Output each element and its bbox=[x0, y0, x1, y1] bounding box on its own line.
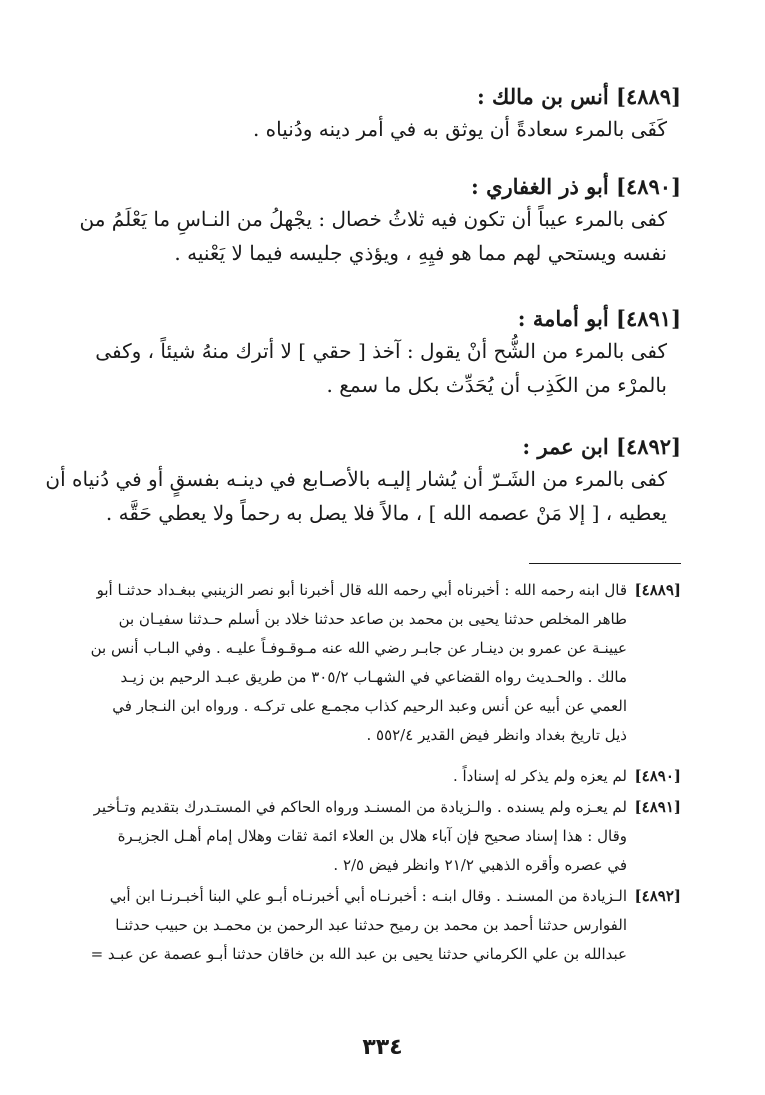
footnote-4892 bbox=[81, 882, 681, 969]
entry-text-line: كفى بالمرء من الشُّح أنْ يقول : آخذ [ حقي ] لا أترك منهُ شيئاً ، وكفى bbox=[95, 339, 667, 363]
page-number: ٣٣٤ bbox=[362, 1035, 403, 1060]
footnote-line: مالك . والحـديث رواه القضاعي في الشهـاب ٣٠٥/٢ من طريق عبـد الرحيم بن زيـد bbox=[120, 668, 627, 686]
entry-heading bbox=[81, 172, 681, 202]
entry-number: [٤٨٩١] bbox=[616, 306, 681, 331]
footnote-line: وقال : هذا إسناد صحيح فإن آباء هلال بن العلاء ائمة ثقات وهلال إمام أهـل الجزيـرة bbox=[117, 827, 627, 845]
entry-number: [٤٨٩٢] bbox=[616, 434, 681, 459]
entry-text-line: كَفَى بالمرء سعادةً أن يوثق به في أمر دينه ودُنياه . bbox=[252, 117, 667, 141]
entry-4892 bbox=[45, 432, 681, 530]
footnote-number: [٤٨٨٩] bbox=[634, 581, 681, 599]
footnote-line: عيينـة عن عمرو بن دينـار عن جابـر رضي الله عنه مـوقـوفـاً عليـه . وفي البـاب أنس بن bbox=[90, 639, 627, 657]
footnote-number: [٤٨٩٢] bbox=[634, 887, 681, 905]
footnote-line: لم يعـزه ولم يسنده . والـزيادة من المسنـد ورواه الحاكم في المستـدرك بتقديم وتـأخير bbox=[93, 798, 627, 816]
entry-heading bbox=[81, 432, 681, 462]
entry-number: [٤٨٩٠] bbox=[616, 174, 681, 199]
entry-4889 bbox=[81, 82, 681, 146]
entry-narrator: أبو ذر الغفاري : bbox=[471, 174, 609, 199]
footnote-line: لم يعزه ولم يذكر له إسناداً . bbox=[452, 767, 627, 785]
entry-heading bbox=[81, 304, 681, 334]
footnote-number: [٤٨٩٠] bbox=[634, 767, 681, 785]
entry-text-line: كفى بالمرء عيباً أن تكون فيه ثلاثُ خصال : يجْهلُ من النـاسِ ما يَعْلَمُ من bbox=[79, 207, 667, 231]
entry-narrator: ابن عمر : bbox=[522, 434, 609, 459]
footnote-line: الـزيادة من المسنـد . وقال ابنـه : أخبرنـاه أبي أخبرنـاه أبـو علي البنا أخبـرنـا ابن أبي bbox=[109, 887, 627, 905]
entry-text-line: بالمرْء من الكَذِب أن يُحَدِّث بكل ما سمع . bbox=[326, 373, 667, 397]
footnote-line: العمي عن أبيه عن أنس وعبد الرحيم كذاب مجمـع على تركـه . ورواه ابن النـجار في bbox=[112, 697, 627, 715]
entry-narrator: أبو أمامة : bbox=[517, 306, 609, 331]
footnote-separator bbox=[529, 563, 681, 564]
footnote-4890 bbox=[81, 762, 681, 791]
footnote-4889 bbox=[81, 576, 681, 750]
footnote-4891 bbox=[81, 793, 681, 880]
entry-narrator: أنس بن مالك : bbox=[476, 84, 609, 109]
entry-text-line: يعطيه ، [ إلا مَنْ عصمه الله ] ، مالاً فلا يصل به رحماً ولا يعطي حَقَّه . bbox=[105, 501, 667, 525]
entry-number: [٤٨٨٩] bbox=[616, 84, 681, 109]
entry-text-line: كفى بالمرء من الشَـرّ أن يُشار إليـه بالأصـابع في دينـه بفسقٍ أو في دُنياه أن bbox=[45, 467, 667, 491]
footnote-line: ذيل تاريخ بغداد وانظر فيض القدير ٥٥٢/٤ . bbox=[366, 726, 627, 744]
footnote-line: في عصره وأقره الذهبي ٢١/٢ وانظر فيض ٢/٥ . bbox=[333, 856, 627, 874]
entry-text-line: نفسه ويستحي لهم مما هو فيِهِ ، ويؤذي جليسه فيما لا يَعْنيه . bbox=[174, 241, 667, 265]
entry-4890 bbox=[81, 172, 681, 270]
footnote-line: قال ابنه رحمه الله : أخبرناه أبي رحمه الله قال أخبرنا أبو نصر الزينبي ببغـداد حدثنـا أبو bbox=[96, 581, 627, 599]
entry-heading bbox=[81, 82, 681, 112]
footnote-line: الفوارس حدثنا أحمد بن محمد بن رميح حدثنا عبد الرحمن بن محمـد بن حبيب حدثنـا bbox=[115, 916, 627, 934]
footnote-line: طاهر المخلص حدثنا يحيى بن محمد بن صاعد حدثنا خلاد بن أسلم حـدثنا سفيـان بن bbox=[118, 610, 627, 628]
entry-4891 bbox=[81, 304, 681, 402]
footnote-number: [٤٨٩١] bbox=[634, 798, 681, 816]
footnote-line: عبدالله بن علي الكرماني حدثنا يحيى بن عبد الله بن خاقان حدثنا أبـو عصمة عن عبـد = bbox=[90, 945, 627, 963]
